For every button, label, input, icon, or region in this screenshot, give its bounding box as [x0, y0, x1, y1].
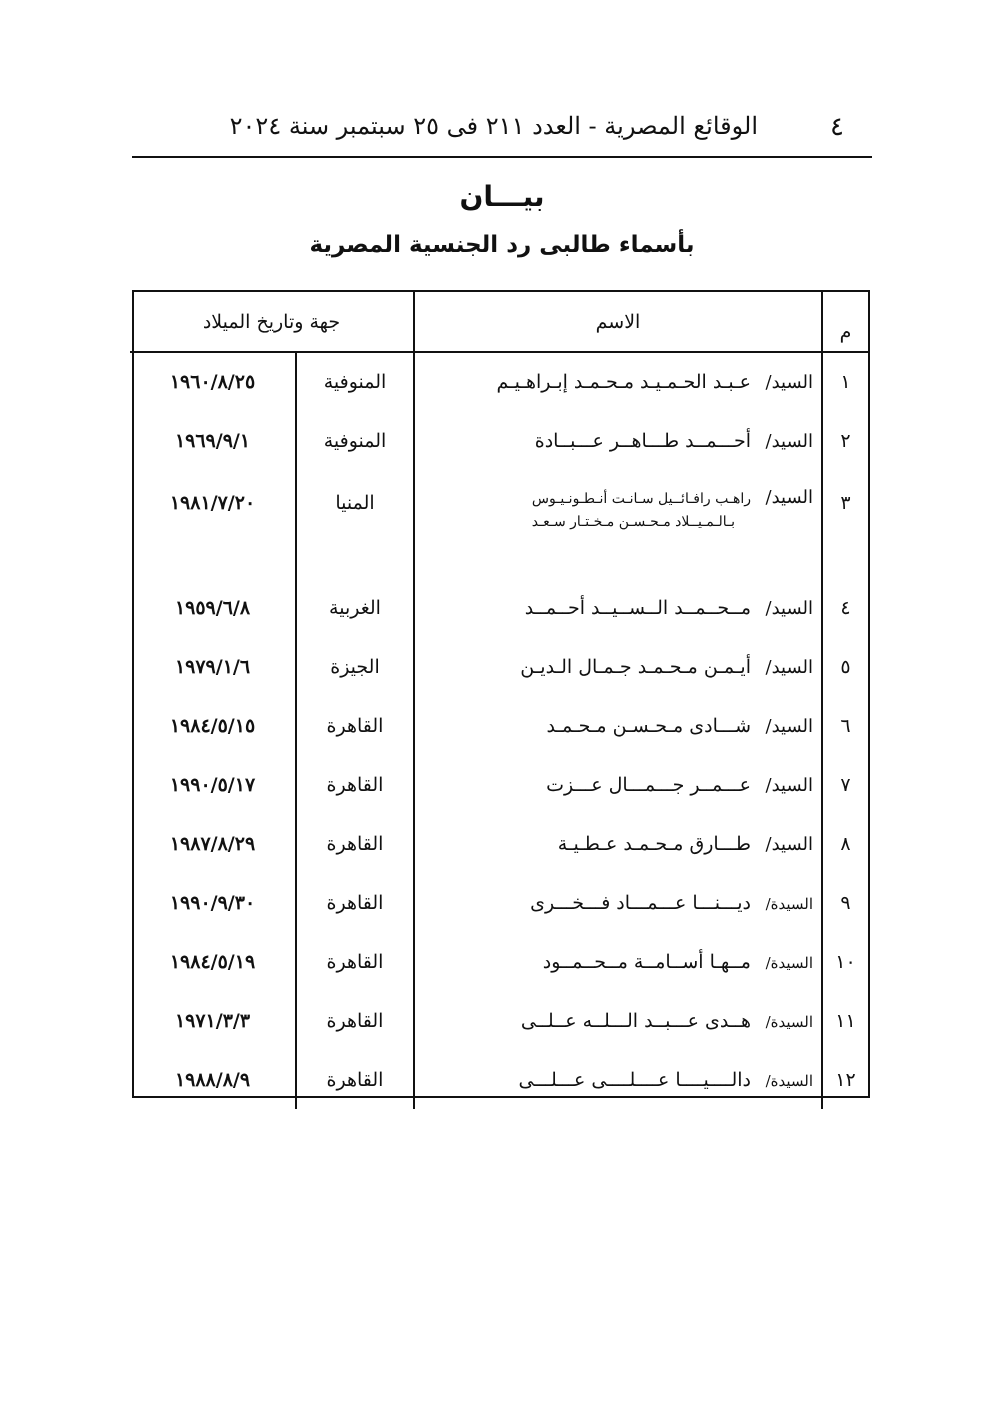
applicant-name: أيـمـن مـحـمـد جـمـال الـديـن — [520, 655, 751, 678]
birth-date: ١٩٨١/٧/٢٠ — [169, 492, 256, 514]
birth-date: ١٩٨٧/٨/٢٩ — [169, 832, 256, 855]
honorific: السيد/ — [765, 430, 813, 452]
applicant-name-cell — [414, 991, 822, 1050]
birth-place: القاهرة — [296, 991, 414, 1050]
applicant-name: هــدى عـــبــد الـــلــه عــلــى — [520, 1009, 751, 1032]
applicant-name-cell — [414, 696, 822, 755]
applicant-name: شـــادى مـحـسـن مـحـمـد — [546, 714, 751, 737]
row-number: ٤ — [822, 578, 868, 637]
table-row — [130, 696, 868, 755]
birth-place: القاهرة — [296, 932, 414, 991]
birth-place: المنوفية — [296, 352, 414, 411]
table-header-row — [130, 292, 868, 352]
applicant-name-cell — [414, 932, 822, 991]
honorific: السيد/ — [765, 715, 813, 737]
birth-date: ١٩٦٠/٨/٢٥ — [169, 371, 256, 393]
birth-date: ١٩٦٩/٩/١ — [174, 429, 251, 452]
birth-place: القاهرة — [296, 814, 414, 873]
birth-date: ١٩٩٠/٩/٣٠ — [169, 891, 256, 914]
applicant-name: راهـب رافـائــيل سـانـت أنـطـونـيـوس — [531, 491, 751, 507]
birth-place: الجيزة — [296, 637, 414, 696]
column-header-name: الاسم — [414, 292, 822, 352]
applicant-name-cell — [414, 352, 822, 411]
table-body — [130, 352, 868, 1109]
running-header: الوقائع المصرية - العدد ٢١١ فى ٢٥ سبتمبر سنة ٢٠٢٤ — [229, 112, 758, 140]
applicant-name-cell — [414, 1050, 822, 1109]
honorific: السيدة/ — [765, 1071, 813, 1090]
birth-place: القاهرة — [296, 1050, 414, 1109]
honorific: السيد/ — [765, 774, 813, 796]
row-number: ١ — [822, 352, 868, 411]
table-row — [130, 470, 868, 578]
honorific: السيد/ — [765, 597, 813, 619]
birth-date: ١٩٥٩/٦/٨ — [174, 596, 251, 619]
birth-place: المنوفية — [296, 411, 414, 470]
table-row — [130, 873, 868, 932]
birth-date: ١٩٩٠/٥/١٧ — [169, 773, 256, 796]
applicant-name: مــهـا أســامــة مــحــمــود — [542, 950, 751, 973]
applicant-name-cell — [414, 411, 822, 470]
birth-place: المنيا — [296, 470, 414, 578]
applicant-name: أحـــمــد طـــاهــر عـــبــادة — [534, 429, 751, 452]
birth-place: القاهرة — [296, 755, 414, 814]
table-row — [130, 991, 868, 1050]
table-row — [130, 1050, 868, 1109]
table-row — [130, 352, 868, 411]
applicant-name-cell — [414, 470, 822, 578]
applicant-name: مــحــمــد الــســيــد أحــمــد — [524, 596, 751, 619]
header-rule — [132, 156, 872, 158]
applicant-name-cell — [414, 637, 822, 696]
table-row — [130, 578, 868, 637]
birth-date: ١٩٧١/٣/٣ — [174, 1009, 251, 1032]
row-number: ١٠ — [822, 932, 868, 991]
table-row — [130, 814, 868, 873]
birth-date: ١٩٨٤/٥/١٥ — [169, 714, 256, 737]
row-number: ٥ — [822, 637, 868, 696]
column-header-birth: جهة وتاريخ الميلاد — [130, 292, 414, 352]
honorific: السيدة/ — [765, 1012, 813, 1031]
row-number: ٦ — [822, 696, 868, 755]
column-header-num: م — [822, 292, 868, 352]
table-row — [130, 755, 868, 814]
applicant-name-cell — [414, 755, 822, 814]
applicant-name-cell — [414, 873, 822, 932]
applicants-table — [132, 290, 870, 1098]
honorific: السيدة/ — [765, 894, 813, 913]
document-subtitle: بأسماء طالبى رد الجنسية المصرية — [309, 232, 695, 258]
table-row — [130, 637, 868, 696]
honorific: السيد/ — [765, 656, 813, 678]
row-number: ٢ — [822, 411, 868, 470]
birth-date: ١٩٨٨/٨/٩ — [174, 1068, 251, 1091]
birth-date: ١٩٧٩/١/٦ — [174, 655, 251, 678]
row-number: ٩ — [822, 873, 868, 932]
applicant-name-cell — [414, 814, 822, 873]
table-row — [130, 411, 868, 470]
birth-place: القاهرة — [296, 696, 414, 755]
document-title: بيـــان — [459, 180, 545, 213]
row-number: ١١ — [822, 991, 868, 1050]
applicant-name-cell — [414, 578, 822, 637]
row-number: ٣ — [822, 470, 868, 578]
row-number: ١٢ — [822, 1050, 868, 1109]
applicant-name: دالــــيــــا عــــلــــى عـــلـــى — [518, 1068, 751, 1091]
page-number: ٤ — [830, 112, 844, 142]
applicant-name: ديـــنـــا عـــمـــاد فـــخـــرى — [530, 891, 751, 914]
row-number: ٨ — [822, 814, 868, 873]
birth-date: ١٩٨٤/٥/١٩ — [169, 950, 256, 973]
row-number: ٧ — [822, 755, 868, 814]
applicants-table-grid — [130, 292, 868, 1109]
applicant-name-continued: بـالـمـيــلاد مـحـسـن مـخـتـار سـعـد — [531, 514, 735, 530]
birth-place: الغربية — [296, 578, 414, 637]
applicant-name: عـــمــر جـــمـــال عـــزت — [546, 773, 751, 796]
honorific: السيد/ — [765, 487, 813, 508]
honorific: السيد/ — [765, 372, 813, 393]
honorific: السيدة/ — [765, 953, 813, 972]
applicant-name: عـبـد الحـمـيـد مـحـمـد إبـراهـيـم — [496, 371, 751, 393]
birth-place: القاهرة — [296, 873, 414, 932]
table-row — [130, 932, 868, 991]
applicant-name: طـــارق مـحـمـد عـطـيـة — [557, 832, 751, 855]
honorific: السيد/ — [765, 833, 813, 855]
